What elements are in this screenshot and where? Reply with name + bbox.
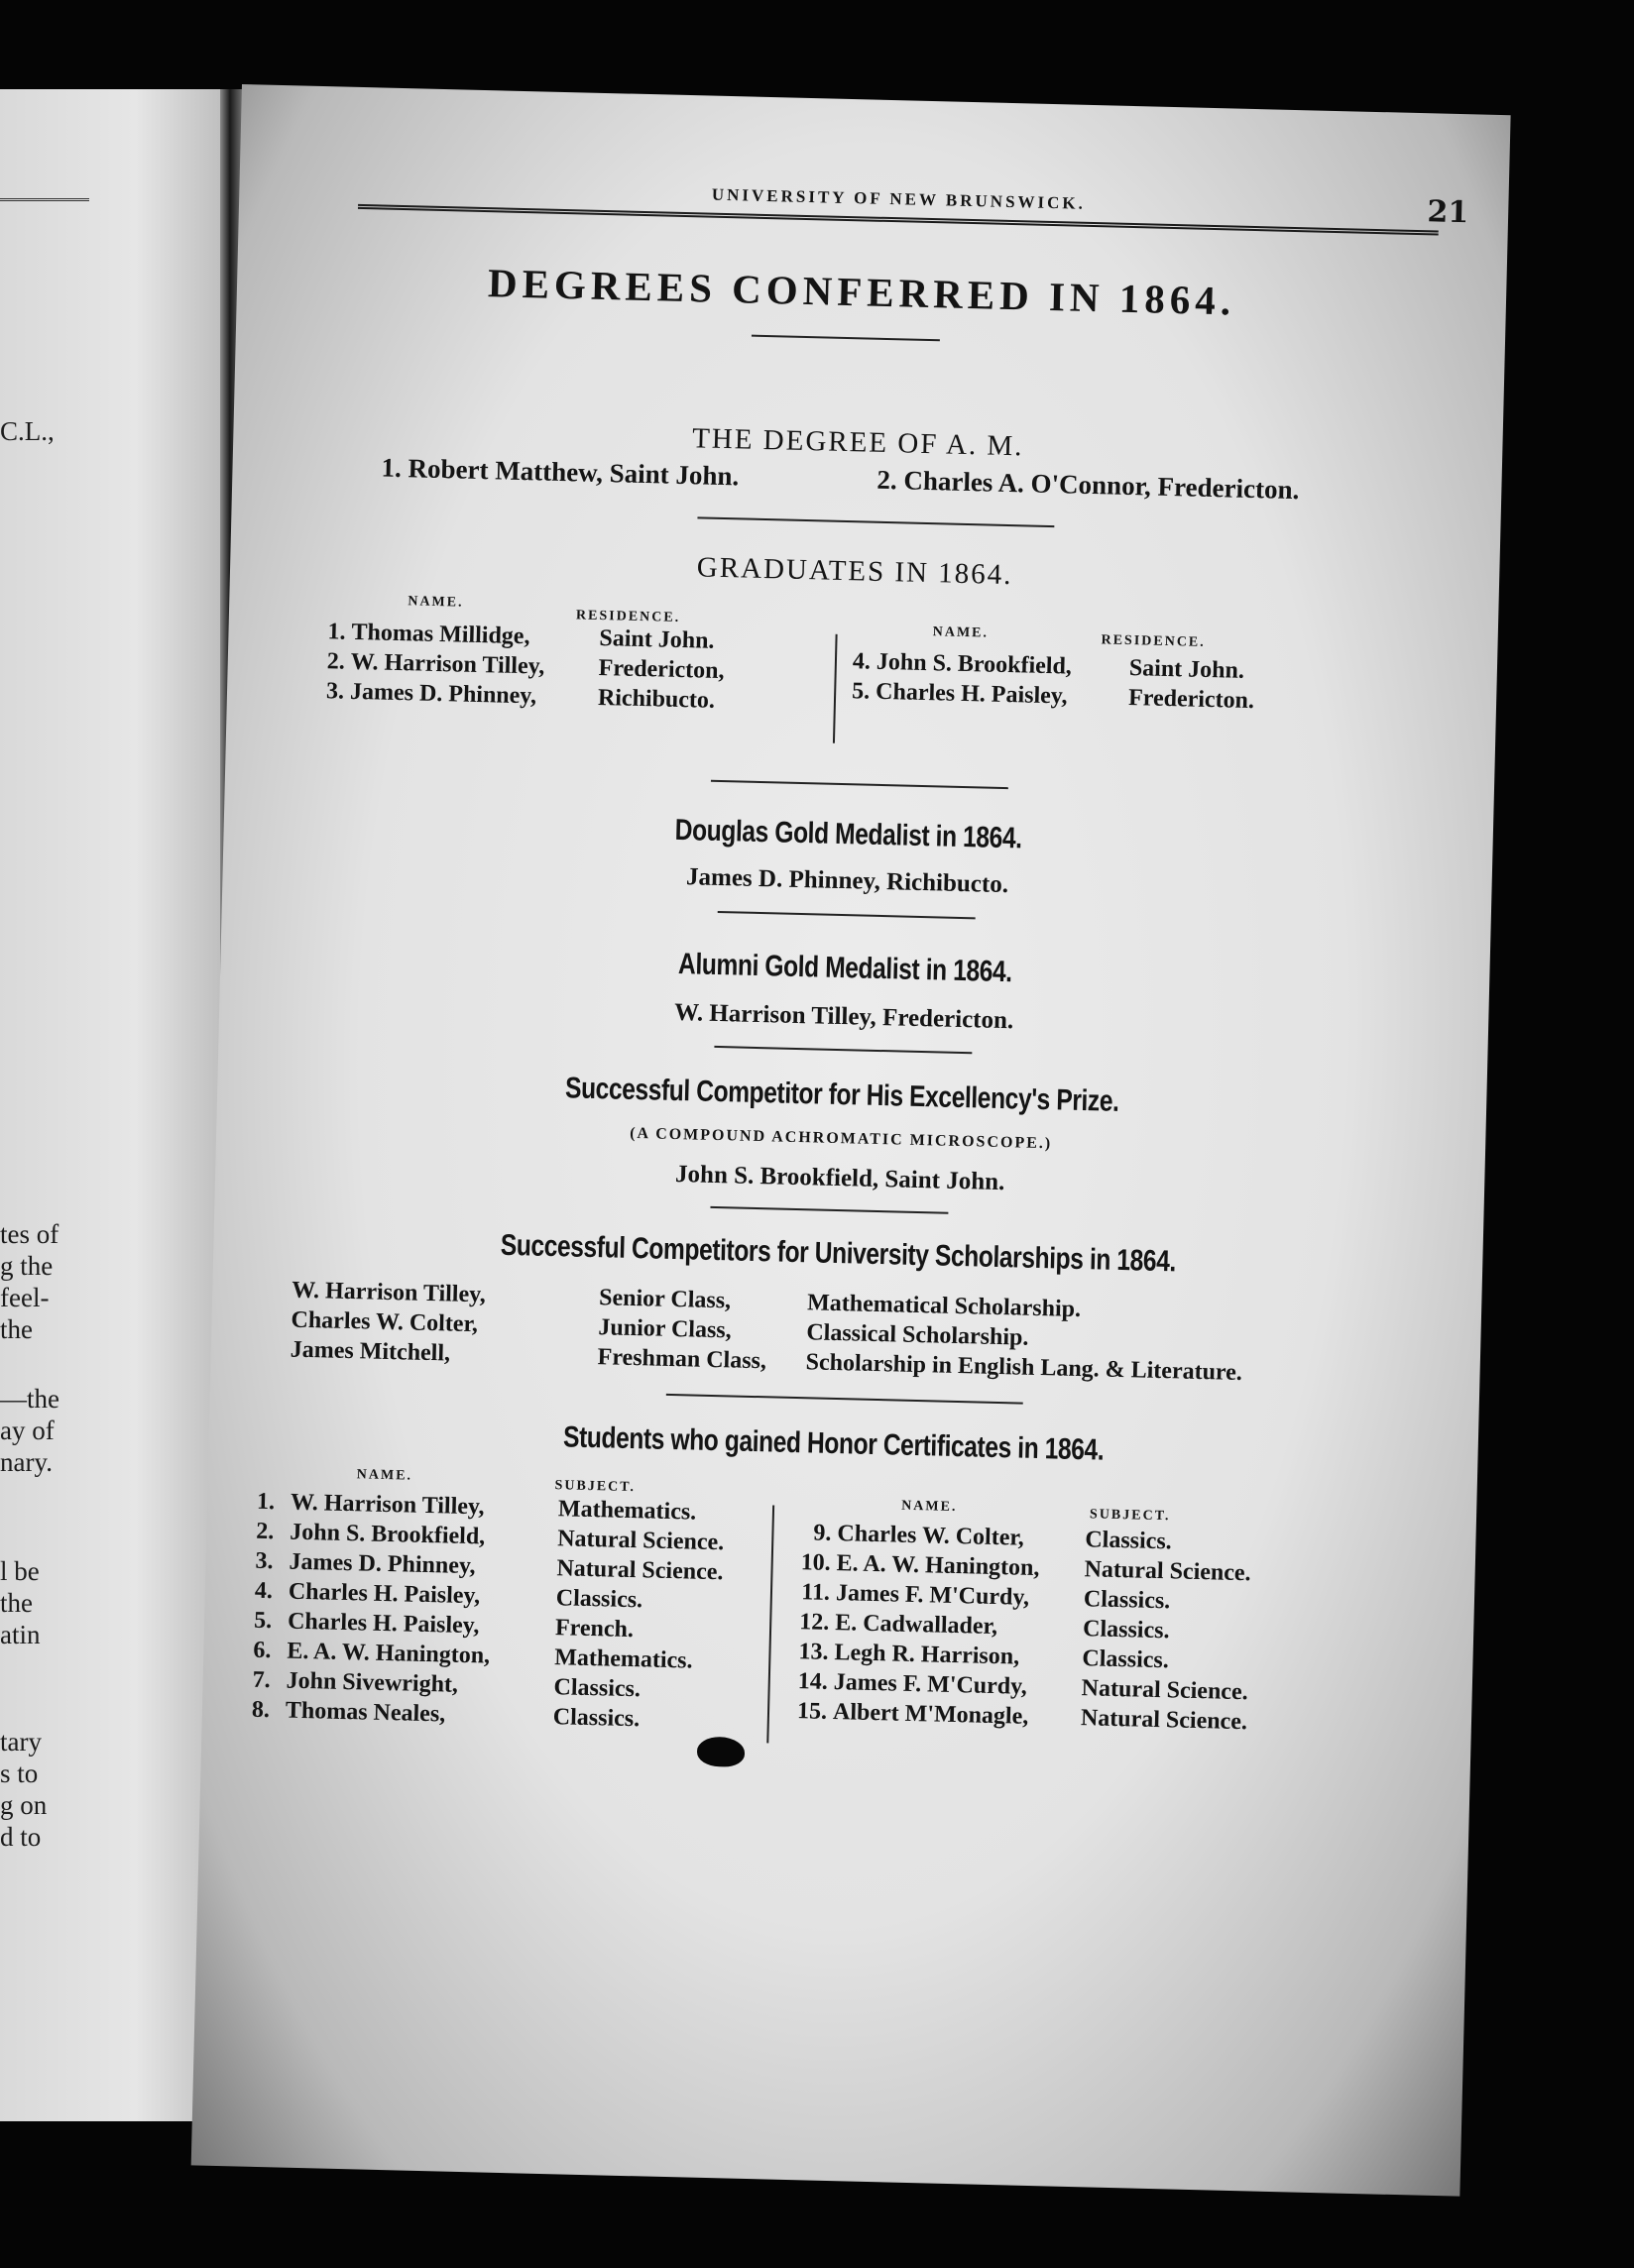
scholarships-heading: Successful Competitors for University Scholarships in 1864.	[500, 1228, 1177, 1279]
item-number: 9.	[813, 1520, 832, 1546]
previous-page-fragment: g the	[0, 1251, 54, 1281]
previous-page-fragment: atin	[0, 1620, 41, 1649]
ink-blot	[697, 1737, 746, 1767]
previous-page-fragment: s to	[0, 1758, 39, 1788]
previous-page-fragment: C.L.,	[0, 416, 55, 446]
student-name: James F. M'Curdy,	[833, 1669, 1028, 1700]
previous-page-fragment: the	[0, 1588, 33, 1618]
student-name: John Sivewright,	[286, 1667, 459, 1698]
graduate-name: W. Harrison Tilley,	[350, 648, 545, 680]
column-header-name: NAME.	[408, 594, 464, 611]
running-header: UNIVERSITY OF NEW BRUNSWICK.	[711, 184, 1087, 213]
graduate-name: Thomas Millidge,	[351, 619, 530, 650]
item-number: 1.	[256, 1488, 276, 1516]
student-name: Thomas Neales,	[285, 1697, 446, 1728]
graduate-residence: Fredericton.	[1127, 685, 1255, 715]
alumni-heading: Alumni Gold Medalist in 1864.	[677, 948, 1013, 989]
honors-right-list	[787, 1518, 1252, 1737]
item-number: 5.	[253, 1607, 273, 1635]
student-subject: Natural Science.	[1084, 1556, 1251, 1587]
student-subject: Mathematics.	[553, 1644, 693, 1674]
item-number: 2.	[326, 648, 346, 675]
scholar-award: Scholarship in English Lang. & Literature.	[805, 1349, 1243, 1387]
student-subject: Classics.	[1082, 1616, 1170, 1644]
previous-page	[0, 89, 226, 2121]
scholar-award: Mathematical Scholarship.	[806, 1290, 1082, 1323]
student-subject: Natural Science.	[1080, 1705, 1248, 1736]
section-divider	[710, 1206, 948, 1214]
student-subject: Classics.	[1083, 1586, 1171, 1615]
student-subject: Natural Science.	[1081, 1675, 1248, 1706]
student-name: Charles W. Colter,	[837, 1521, 1025, 1551]
previous-page-fragment: tary	[0, 1727, 42, 1757]
student-name: Charles H. Paisley,	[287, 1608, 480, 1640]
am-entry: 1. Robert Matthew, Saint John.	[381, 452, 740, 492]
item-number: 14.	[797, 1668, 829, 1695]
scholarships-list	[290, 1276, 1243, 1388]
column-header-residence: RESIDENCE.	[1101, 632, 1206, 650]
item-number: 5.	[851, 678, 871, 705]
student-name: James F. M'Curdy,	[835, 1580, 1030, 1611]
graduate-name: Charles H. Paisley,	[875, 678, 1068, 710]
page-title: DEGREES CONFERRED IN 1864.	[487, 260, 1236, 324]
item-number: 15.	[796, 1698, 828, 1725]
previous-page-fragment: the	[0, 1314, 33, 1344]
previous-page-fragment: —the	[0, 1384, 59, 1414]
item-number: 2.	[256, 1518, 275, 1545]
item-number: 10.	[800, 1549, 832, 1576]
column-header-subject: SUBJECT.	[554, 1478, 637, 1496]
section-divider	[697, 516, 1054, 527]
student-subject: Classics.	[555, 1585, 643, 1614]
column-header-subject: SUBJECT.	[1089, 1507, 1171, 1525]
item-number: 1.	[327, 619, 346, 645]
document-page	[191, 84, 1511, 2197]
item-number: 7.	[252, 1666, 271, 1694]
student-name: W. Harrison Tilley,	[290, 1489, 485, 1521]
graduate-residence: Saint John.	[1128, 655, 1245, 684]
graduates-left-list	[326, 617, 726, 716]
graduate-residence: Fredericton,	[598, 654, 725, 685]
item-number: 11.	[800, 1579, 831, 1606]
graduate-residence: Richibucto.	[597, 684, 716, 714]
graduate-name: John S. Brookfield,	[875, 648, 1073, 680]
student-subject: Classics.	[1082, 1645, 1170, 1674]
section-divider	[666, 1394, 1023, 1405]
section-divider	[714, 1046, 972, 1054]
column-header-name: NAME.	[356, 1467, 413, 1484]
graduate-residence: Saint John.	[599, 624, 715, 654]
am-entry: 2. Charles A. O'Connor, Fredericton.	[876, 464, 1300, 506]
previous-page-fragment: g on	[0, 1790, 48, 1820]
graduates-right-list	[852, 646, 1255, 716]
item-number: 4.	[254, 1577, 274, 1605]
scholar-class: Senior Class,	[598, 1285, 732, 1314]
student-name: E. A. W. Hanington,	[287, 1638, 491, 1669]
student-name: E. Cadwallader,	[834, 1610, 998, 1641]
item-number: 3.	[325, 678, 345, 705]
honors-heading: Students who gained Honor Certificates in 1864.	[562, 1420, 1105, 1467]
am-heading: THE DEGREE OF A. M.	[691, 422, 1024, 463]
douglas-medalist: James D. Phinney, Richibucto.	[685, 863, 1009, 899]
column-divider	[766, 1506, 774, 1744]
excellency-prize-note: (A COMPOUND ACHROMATIC MICROSCOPE.)	[629, 1124, 1053, 1153]
student-subject: Natural Science.	[556, 1555, 724, 1586]
student-name: John S. Brookfield,	[290, 1519, 486, 1550]
item-number: 12.	[798, 1609, 830, 1636]
graduates-heading: GRADUATES IN 1864.	[696, 551, 1013, 592]
previous-page-fragment: ay of	[0, 1416, 55, 1445]
previous-page-fragment: nary.	[0, 1447, 53, 1477]
previous-page-fragment: l be	[0, 1556, 40, 1586]
student-subject: Classics.	[1085, 1527, 1173, 1555]
item-number: 13.	[798, 1639, 829, 1665]
student-subject: Classics.	[553, 1674, 642, 1703]
item-number: 4.	[852, 648, 872, 675]
scholar-award: Classical Scholarship.	[806, 1319, 1029, 1351]
column-header-name: NAME.	[900, 1498, 958, 1516]
student-subject: Natural Science.	[556, 1526, 725, 1556]
item-number: 8.	[251, 1696, 271, 1724]
alumni-medalist: W. Harrison Tilley, Fredericton.	[673, 998, 1014, 1035]
scholar-class: Junior Class,	[598, 1314, 733, 1344]
student-name: Charles H. Paisley,	[288, 1578, 481, 1610]
previous-page-rule	[0, 198, 89, 201]
honors-left-list	[252, 1487, 726, 1736]
student-subject: Mathematics.	[557, 1496, 697, 1526]
scholar-name: W. Harrison Tilley,	[291, 1277, 487, 1308]
page-number: 21	[1427, 194, 1469, 231]
item-number: 3.	[255, 1547, 274, 1575]
column-header-residence: RESIDENCE.	[575, 608, 681, 625]
excellency-winner: John S. Brookfield, Saint John.	[674, 1161, 1005, 1196]
item-number: 6.	[253, 1637, 272, 1664]
scholar-class: Freshman Class,	[597, 1344, 767, 1375]
student-name: E. A. W. Hanington,	[836, 1550, 1040, 1582]
previous-page-fragment: d to	[0, 1822, 42, 1852]
student-name: James D. Phinney,	[289, 1548, 476, 1580]
scholar-name: James Mitchell,	[290, 1336, 451, 1367]
section-divider	[718, 911, 976, 919]
student-subject: Classics.	[552, 1704, 641, 1733]
column-divider	[833, 634, 838, 743]
previous-page-fragment: tes of	[0, 1219, 59, 1249]
douglas-heading: Douglas Gold Medalist in 1864.	[674, 813, 1023, 855]
student-name: Albert M'Monagle,	[832, 1699, 1029, 1730]
column-header-name: NAME.	[932, 624, 990, 641]
graduate-name: James D. Phinney,	[349, 678, 537, 710]
student-name: Legh R. Harrison,	[834, 1640, 1020, 1670]
scholar-name: Charles W. Colter,	[291, 1306, 479, 1338]
student-subject: French.	[554, 1615, 635, 1644]
previous-page-fragment: feel-	[0, 1283, 50, 1312]
excellency-heading: Successful Competitor for His Excellency's Prize.	[564, 1072, 1119, 1118]
section-divider	[711, 780, 1008, 789]
section-divider	[752, 335, 940, 342]
